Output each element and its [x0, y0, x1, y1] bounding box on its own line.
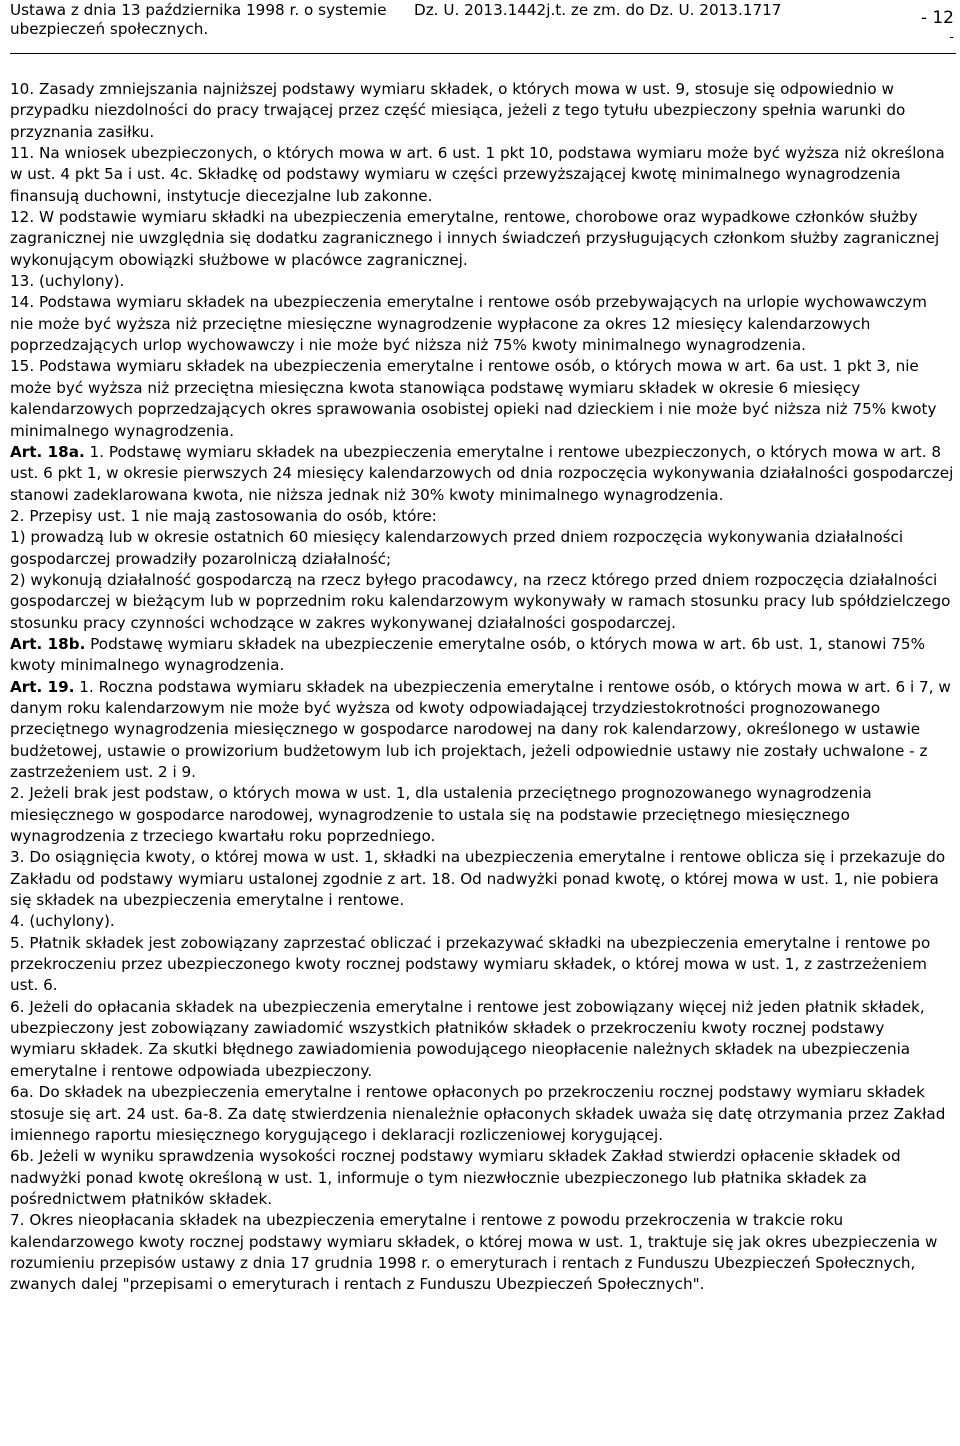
paragraph	[10, 356, 954, 441]
paragraph-text: 4. (uchylony).	[10, 912, 115, 931]
paragraph	[10, 997, 954, 1082]
header-journal-reference: Dz. U. 2013.1442j.t. ze zm. do Dz. U. 2013.1717	[414, 1, 782, 19]
article-number: Art. 18b.	[10, 634, 86, 653]
paragraph	[10, 1210, 954, 1295]
paragraph	[10, 207, 954, 271]
paragraph	[10, 527, 954, 570]
paragraph-text: 15. Podstawa wymiaru składek na ubezpieczenia emerytalne i rentowe osób, o których mowa w art. 6a ust. 1 pkt 3, nie może być wyższa niż przeciętna miesięczna kwota stanowiąca podstawę wymiaru składek w okresie 6 miesięcy kalendarzowych poprzedzających okres sprawowania osobistej opieki nad dzieckiem i nie może być niższa niż 75% kwoty minimalnego wynagrodzenia.	[10, 357, 937, 440]
paragraph	[10, 911, 954, 932]
paragraph	[10, 677, 954, 784]
page-number-dash: -	[949, 30, 954, 45]
paragraph	[10, 442, 954, 506]
paragraph-text: Podstawę wymiaru składek na ubezpieczenie emerytalne osób, o których mowa w art. 6b ust. 1, stanowi 75% kwoty minimalnego wynagrodzenia.	[10, 634, 926, 675]
article-number: Art. 18a.	[10, 442, 85, 461]
page-number: - 12	[920, 8, 954, 28]
paragraph-text: 1. Roczna podstawa wymiaru składek na ubezpieczenia emerytalne i rentowe osób, o których mowa w art. 6 i 7, w danym roku kalendarzowym nie może być wyższa od kwoty odpowiadającej trzydziestokrotności prognozowanego przeciętnego wynagrodzenia miesięcznego w gospodarce narodowej na dany rok kalendarzowy, określonego w ustawie budżetowej, ustawie o prowizorium budżetowym lub ich projektach, jeżeli odpowiednie ustawy nie zostały uchwalone - z zastrzeżeniem ust. 2 i 9.	[10, 677, 951, 781]
article-number: Art. 19.	[10, 677, 75, 696]
paragraph	[10, 1082, 954, 1146]
paragraph	[10, 783, 954, 847]
paragraph-text: 5. Płatnik składek jest zobowiązany zaprzestać obliczać i przekazywać składki na ubezpieczenia emerytalne i rentowe po przekroczeniu przez ubezpieczonego kwoty rocznej podstawy wymiaru składek, o której mowa w ust. 1, z zastrzeżeniem ust. 6.	[10, 933, 931, 995]
header-act-title-line2: ubezpieczeń społecznych.	[10, 20, 209, 38]
page-header	[10, 0, 956, 54]
paragraph-text: 1. Podstawę wymiaru składek na ubezpieczenia emerytalne i rentowe ubezpieczonych, o których mowa w art. 8 ust. 6 pkt 1, w okresie pierwszych 24 miesięcy kalendarzowych od dnia rozpoczęcia wykonywania działalności gospodarczej stanowi zadeklarowana kwota, nie niższa jednak niż 30% kwoty minimalnego wynagrodzenia.	[10, 442, 954, 504]
paragraph-text: 6a. Do składek na ubezpieczenia emerytalne i rentowe opłaconych po przekroczeniu rocznej podstawy wymiaru składek stosuje się art. 24 ust. 6a-8. Za datę stwierdzenia nienależnie opłaconych składek uważa się datę otrzymania przez Zakład imiennego raportu miesięcznego korygującego i deklaracji rozliczeniowej korygującej.	[10, 1083, 946, 1144]
paragraph-text: 10. Zasady zmniejszania najniższej podstawy wymiaru składek, o których mowa w ust. 9, stosuje się odpowiednio w przypadku niezdolności do pracy trwającej przez część miesiąca, jeżeli z tego tytułu ubezpieczony spełnia warunki do przyznania zasiłku.	[10, 80, 906, 141]
paragraph	[10, 506, 954, 527]
paragraph-text: 13. (uchylony).	[10, 272, 125, 291]
paragraph	[10, 847, 954, 911]
paragraph-text: 2) wykonują działalność gospodarczą na rzecz byłego pracodawcy, na rzecz którego przed dniem rozpoczęcia działalności gospodarczej w bieżącym lub w poprzednim roku kalendarzowym wykonywały w ramach stosunku pracy lub spółdzielczego stosunku pracy czynności wchodzące w zakres wykonywanej działalności gospodarczej.	[10, 570, 951, 632]
paragraph	[10, 271, 954, 292]
header-act-title-line1: Ustawa z dnia 13 października 1998 r. o systemie	[10, 1, 387, 19]
paragraph	[10, 143, 954, 207]
paragraph-text: 2. Jeżeli brak jest podstaw, o których mowa w ust. 1, dla ustalenia przeciętnego prognozowanego wynagrodzenia miesięcznego w gospodarce narodowej, wynagrodzenie to ustala się na podstawie przeciętnego miesięcznego wynagrodzenia z trzeciego kwartału roku poprzedniego.	[10, 784, 872, 846]
paragraph-text: 2. Przepisy ust. 1 nie mają zastosowania do osób, które:	[10, 506, 437, 525]
paragraph	[10, 634, 954, 677]
paragraph-text: 14. Podstawa wymiaru składek na ubezpieczenia emerytalne i rentowe osób przebywających na urlopie wychowawczym nie może być wyższa niż przeciętne miesięczne wynagrodzenie wypłacone za okres 12 miesięcy kalendarzowych poprzedzających urlop wychowawczy i nie może być niższa niż 75% kwoty minimalnego wynagrodzenia.	[10, 293, 927, 355]
header-act-title	[10, 1, 390, 39]
paragraph	[10, 1146, 954, 1210]
paragraph-text: 11. Na wniosek ubezpieczonych, o których mowa w art. 6 ust. 1 pkt 10, podstawa wymiaru może być wyższa niż określona w ust. 4 pkt 5a i ust. 4c. Składkę od podstawy wymiaru w części przewyższającej kwotę minimalnego wynagrodzenia finansują duchowni, instytucje diecezjalne lub zakonne.	[10, 144, 945, 205]
paragraph-text: 3. Do osiągnięcia kwoty, o której mowa w ust. 1, składki na ubezpieczenia emerytalne i rentowe oblicza się i przekazuje do Zakładu od podstawy wymiaru ustalonej zgodnie z art. 18. Od nadwyżki ponad kwotę, o której mowa w ust. 1, nie pobiera się składek na ubezpieczenia emerytalne i rentowe.	[10, 848, 946, 910]
paragraph	[10, 79, 954, 143]
paragraph-text: 6. Jeżeli do opłacania składek na ubezpieczenia emerytalne i rentowe jest zobowiązany więcej niż jeden płatnik składek, ubezpieczony jest zobowiązany zawiadomić wszystkich płatników składek o przekroczeniu kwoty rocznej podstawy wymiaru składek. Za skutki błędnego zawiadomienia powodującego nieopłacenie należnych składek na ubezpieczenia emerytalne i rentowe odpowiada ubezpieczony.	[10, 997, 925, 1080]
paragraph-text: 12. W podstawie wymiaru składki na ubezpieczenia emerytalne, rentowe, chorobowe oraz wypadkowe członków służby zagranicznej nie uwzględnia się dodatku zagranicznego i innych świadczeń przysługujących członkom służby zagranicznej wykonującym obowiązki służbowe w placówce zagranicznej.	[10, 208, 940, 269]
paragraph	[10, 570, 954, 634]
paragraph	[10, 933, 954, 997]
paragraph-text: 1) prowadzą lub w okresie ostatnich 60 miesięcy kalendarzowych przed dniem rozpoczęcia wykonywania działalności gospodarczej prowadziły pozarolniczą działalność;	[10, 528, 904, 568]
document-body	[10, 79, 954, 1296]
paragraph-text: 6b. Jeżeli w wyniku sprawdzenia wysokości rocznej podstawy wymiaru składek Zakład stwierdzi opłacenie składek od nadwyżki ponad kwotę określoną w ust. 1, informuje o tym niezwłocznie ubezpieczonego lub płatnika składek za pośrednictwem płatników składek.	[10, 1147, 901, 1208]
paragraph	[10, 292, 954, 356]
paragraph-text: 7. Okres nieopłacania składek na ubezpieczenia emerytalne i rentowe z powodu przekroczenia w trakcie roku kalendarzowego kwoty rocznej podstawy wymiaru składek, o której mowa w ust. 1, traktuje się jak okres ubezpieczenia w rozumieniu przepisów ustawy z dnia 17 grudnia 1998 r. o emeryturach i rentach z Funduszu Ubezpieczeń Społecznych, zwanych dalej "przepisami o emeryturach i rentach z Funduszu Ubezpieczeń Społecznych".	[10, 1211, 938, 1294]
